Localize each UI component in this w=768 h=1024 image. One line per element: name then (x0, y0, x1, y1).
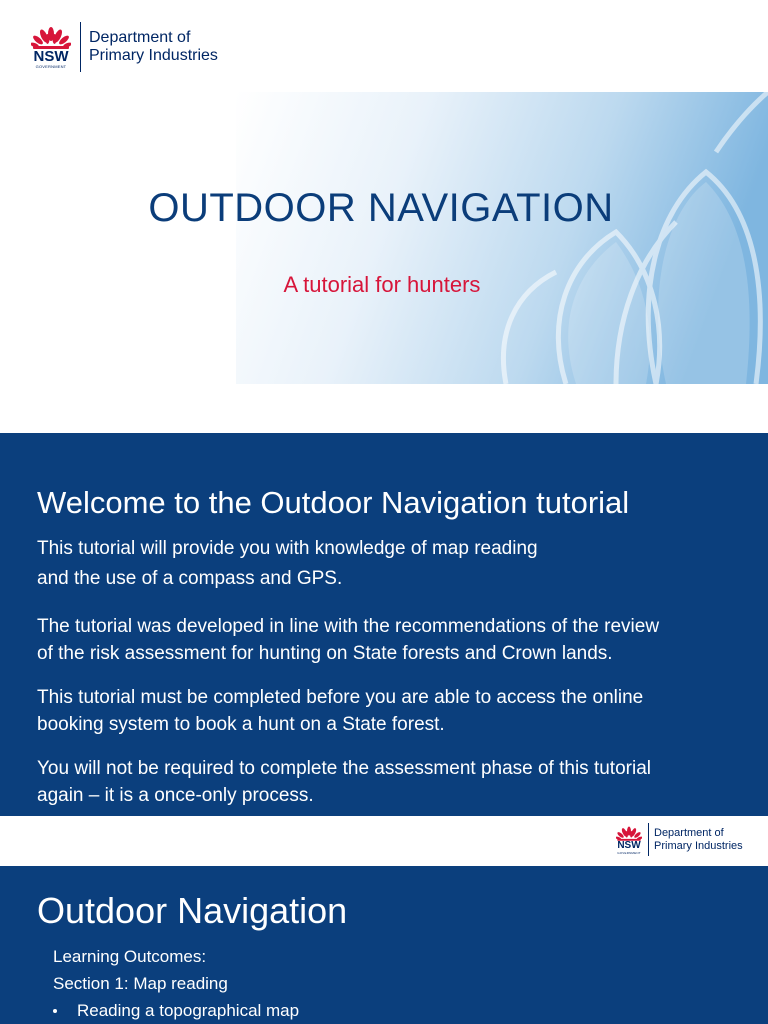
intro-paragraph (37, 535, 757, 592)
nsw-government-mark (28, 25, 74, 69)
nsw-dpi-logo (28, 22, 218, 72)
paragraph-line: and the use of a compass and GPS. (37, 568, 343, 589)
learning-outcomes-slide (0, 866, 768, 1024)
paragraph-line: The tutorial was developed in line with the recommendations of the review (37, 616, 660, 637)
paragraph-line: You will not be required to complete the assessment phase of this tutorial (37, 758, 651, 779)
nsw-government-mark (614, 825, 644, 855)
logo-department-name (89, 29, 218, 66)
paragraph-line: booking system to book a hunt on a State forest. (37, 714, 445, 735)
hero-background (236, 92, 768, 384)
development-paragraph (37, 613, 757, 667)
welcome-heading: Welcome to the Outdoor Navigation tutorial (37, 485, 630, 520)
logo-department-line-1: Department of (654, 826, 724, 839)
list-item-text: Reading a topographical map (77, 1001, 300, 1020)
paragraph-line: This tutorial must be completed before you are able to access the online (37, 687, 644, 708)
paragraph-line: again – it is a once-only process. (37, 785, 314, 806)
waratah-icon (31, 25, 71, 49)
requirement-paragraph (37, 684, 757, 738)
logo-department-line-1: Department of (89, 28, 191, 46)
logo-department-line-2: Primary Industries (654, 839, 743, 852)
logo-divider (648, 823, 649, 856)
logo-nsw-text: NSW (617, 839, 641, 851)
section-1-label: Section 1: Map reading (53, 974, 228, 993)
waratah-watermark (236, 92, 768, 384)
slide3-heading: Outdoor Navigation (37, 890, 348, 931)
nsw-dpi-logo (614, 823, 743, 856)
slide3-header (0, 816, 768, 866)
learning-outcomes-label: Learning Outcomes: (53, 947, 207, 966)
logo-department-name (654, 827, 743, 852)
once-only-paragraph (37, 755, 757, 809)
logo-divider (80, 22, 81, 72)
bullet-icon (53, 1009, 57, 1013)
slide-subtitle: A tutorial for hunters (283, 272, 481, 297)
logo-nsw-text: NSW (33, 48, 69, 65)
paragraph-line: This tutorial will provide you with knowledge of map reading (37, 538, 538, 559)
paragraph-line: of the risk assessment for hunting on State forests and Crown lands. (37, 643, 613, 664)
logo-department-line-2: Primary Industries (89, 47, 218, 64)
title-slide (0, 0, 768, 433)
waratah-icon (616, 825, 642, 841)
welcome-slide (0, 433, 768, 816)
list-item (53, 1000, 299, 1022)
logo-government-text: GOVERNMENT (35, 64, 67, 69)
slide-title: OUTDOOR NAVIGATION (148, 186, 614, 230)
logo-government-text: GOVERNMENT (617, 850, 641, 855)
